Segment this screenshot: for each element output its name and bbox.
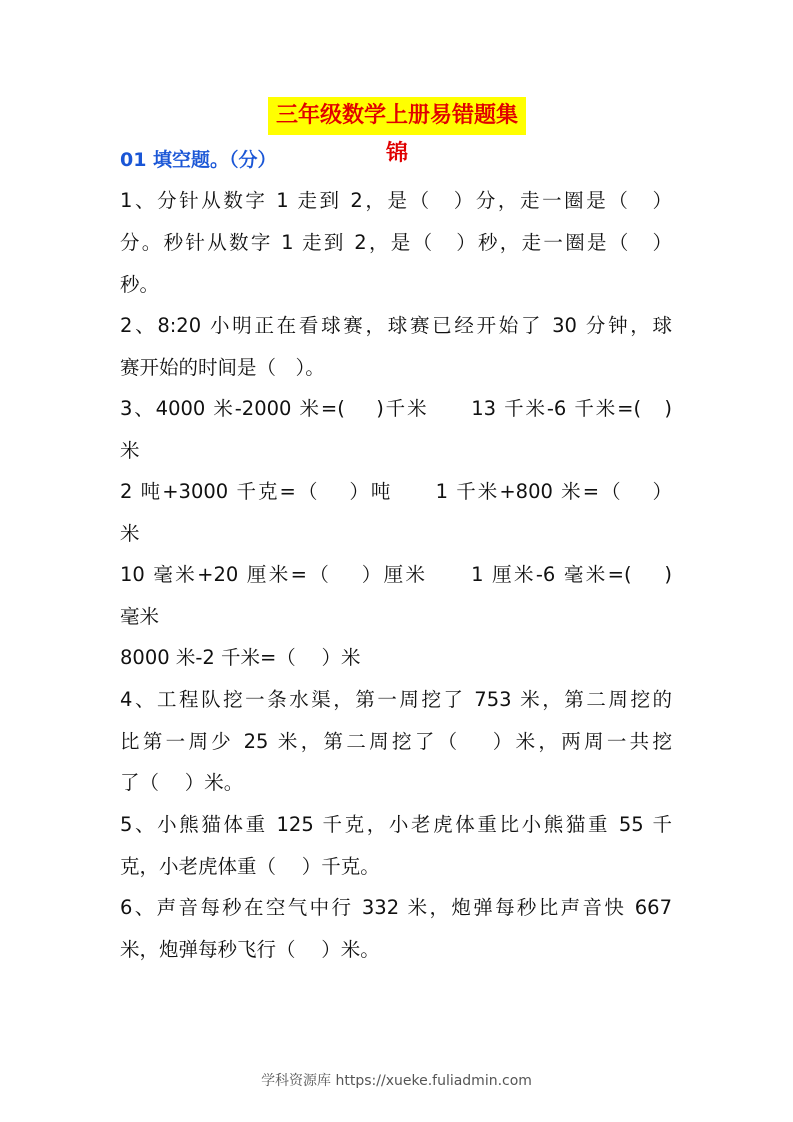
question-line: 毫米 bbox=[120, 605, 160, 628]
question-line: 2 吨+3000 千克=（ ）吨 1 千米+800 米=（ ） bbox=[120, 480, 672, 503]
question-line: 分。秒针从数字 1 走到 2，是（ ）秒，走一圈是（ ） bbox=[120, 231, 672, 254]
question-line: 赛开始的时间是（ ）。 bbox=[120, 356, 325, 379]
question-line: 1、分针从数字 1 走到 2，是（ ）分，走一圈是（ ） bbox=[120, 189, 672, 212]
question-line: 4、工程队挖一条水渠，第一周挖了 753 米，第二周挖的 bbox=[120, 688, 672, 711]
question-line: 5、小熊猫体重 125 千克，小老虎体重比小熊猫重 55 千 bbox=[120, 813, 672, 836]
question-line: 克，小老虎体重（ ）千克。 bbox=[120, 855, 380, 878]
question-line: 米 bbox=[120, 439, 140, 462]
question-line: 6、声音每秒在空气中行 332 米，炮弹每秒比声音快 667 bbox=[120, 896, 672, 919]
question-line: 了（ ）米。 bbox=[120, 771, 244, 794]
section-heading: 01 填空题。（分） bbox=[120, 149, 277, 171]
question-line: 3、4000 米-2000 米=( )千米 13 千米-6 千米=( ) bbox=[120, 397, 672, 420]
question-line: 8000 米-2 千米=（ ）米 bbox=[120, 646, 361, 669]
question-line: 2、8:20 小明正在看球赛，球赛已经开始了 30 分钟，球 bbox=[120, 314, 672, 337]
question-line: 比第一周少 25 米，第二周挖了（ ）米，两周一共挖 bbox=[120, 730, 672, 753]
document-title: 三年级数学上册易错题集锦 bbox=[268, 97, 526, 135]
question-line: 米，炮弹每秒飞行（ ）米。 bbox=[120, 938, 380, 961]
footer-source: 学科资源库 https://xueke.fuliadmin.com bbox=[261, 1073, 532, 1089]
question-line: 10 毫米+20 厘米=（ ）厘米 1 厘米-6 毫米=( ) bbox=[120, 563, 672, 586]
question-line: 秒。 bbox=[120, 273, 160, 296]
question-line: 米 bbox=[120, 522, 140, 545]
